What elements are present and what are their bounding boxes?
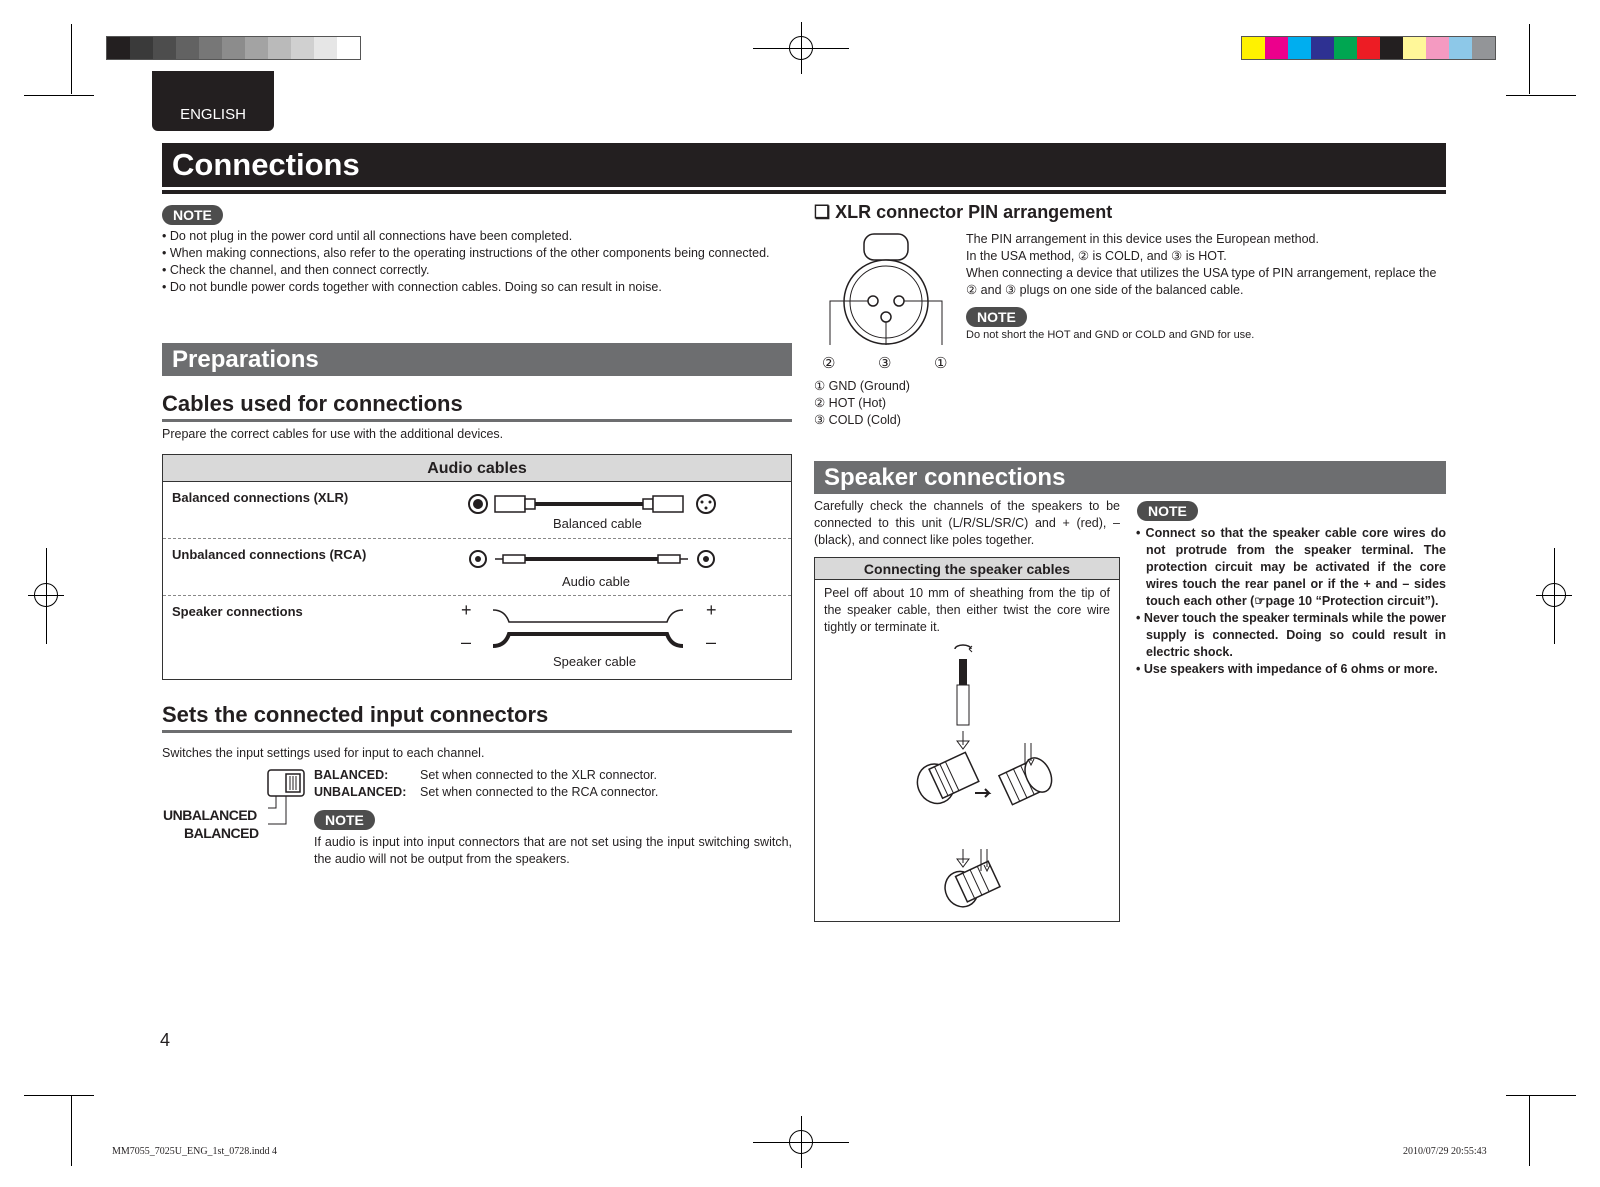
color-swatch	[153, 37, 176, 59]
list-item: • Do not plug in the power cord until all connections have been completed.	[162, 229, 573, 243]
color-swatch	[199, 37, 222, 59]
crop-mark	[1529, 24, 1530, 94]
color-swatch	[314, 37, 337, 59]
input-connectors-heading: Sets the connected input connectors	[162, 702, 792, 733]
speaker-intro: Carefully check the channels of the speakers to be connected to this unit (L/R/SL/SR/C) and + (red), – (black), and connect like poles together.	[814, 499, 1120, 547]
row-label: Unbalanced connections (RCA)	[172, 547, 367, 562]
section-heading-preparations: Preparations	[162, 343, 792, 376]
table-row	[163, 482, 791, 539]
title-underline	[162, 190, 1446, 194]
balanced-desc: Set when connected to the XLR connector.	[420, 768, 657, 782]
plus-sign: +	[461, 600, 472, 620]
color-swatch	[1334, 37, 1357, 59]
note-badge: NOTE	[314, 810, 375, 830]
color-swatch	[1403, 37, 1426, 59]
color-swatch	[1265, 37, 1288, 59]
speaker-cable-box	[814, 557, 1120, 922]
audio-cables-table	[162, 454, 792, 680]
language-tab	[152, 71, 274, 131]
page-number: 4	[160, 1030, 171, 1050]
language-tab-label: ENGLISH	[180, 106, 246, 123]
color-swatch	[337, 37, 360, 59]
unbalanced-setting	[314, 784, 794, 801]
process-color-bar	[1241, 36, 1496, 60]
crop-mark	[24, 95, 94, 96]
list-item: • Use speakers with impedance of 6 ohms or more.	[1136, 662, 1438, 676]
color-swatch	[130, 37, 153, 59]
unbalanced-desc: Set when connected to the RCA connector.	[420, 785, 659, 799]
pin-label: ①	[934, 355, 948, 372]
color-swatch	[1380, 37, 1403, 59]
note-badge: NOTE	[1137, 501, 1198, 521]
plus-sign: +	[706, 600, 717, 620]
cable-caption: Balanced cable	[553, 516, 642, 531]
box-text: Peel off about 10 mm of sheathing from the tip of the speaker cable, then either twist the core wire tightly or terminate it.	[824, 586, 1110, 634]
cables-heading: Cables used for connections	[162, 391, 792, 422]
input-switch-icon	[262, 768, 308, 828]
pin-label: ③	[878, 355, 892, 372]
balanced-term: BALANCED:	[314, 768, 389, 782]
speaker-cable-icon	[488, 606, 688, 650]
list-item: • Never touch the speaker terminals while the power supply is connected. Doing so could result in electric shock.	[1136, 611, 1446, 659]
note-badge: NOTE	[162, 205, 223, 225]
switch-label-balanced: BALANCED	[184, 825, 259, 841]
minus-sign: –	[706, 632, 717, 652]
color-swatch	[1242, 37, 1265, 59]
unbalanced-term: UNBALANCED:	[314, 785, 407, 799]
color-swatch	[222, 37, 245, 59]
grayscale-color-bar	[106, 36, 361, 60]
xlr-text: When connecting a device that utilizes the USA type of PIN arrangement, replace the ② and ③ plugs on one side of the balanced cable.	[966, 266, 1437, 297]
cable-caption: Speaker cable	[553, 654, 637, 669]
color-swatch	[1357, 37, 1380, 59]
row-label: Speaker connections	[172, 604, 303, 619]
balanced-setting	[314, 767, 794, 784]
input-connectors-intro: Switches the input settings used for input to each channel.	[162, 746, 485, 760]
minus-sign: –	[461, 632, 472, 652]
pin-label: ②	[822, 355, 836, 372]
switch-label-unbalanced: UNBALANCED	[163, 807, 257, 823]
top-notes-list	[162, 228, 792, 296]
crop-mark	[24, 1095, 94, 1096]
list-item: ① GND (Ground)	[814, 379, 910, 393]
list-item: • Check the channel, and then connect correctly.	[162, 263, 430, 277]
xlr-heading: ❏ XLR connector PIN arrangement	[814, 202, 1113, 222]
color-swatch	[1288, 37, 1311, 59]
table-row	[163, 596, 791, 676]
color-swatch	[1472, 37, 1495, 59]
footer-filename: MM7055_7025U_ENG_1st_0728.indd 4	[112, 1146, 278, 1157]
cables-intro: Prepare the correct cables for use with the additional devices.	[162, 427, 504, 441]
row-label: Balanced connections (XLR)	[172, 490, 349, 505]
table-row	[163, 539, 791, 596]
input-note-text: If audio is input into input connectors that are not set using the input switching switch, the audio will not be output from the speakers.	[314, 835, 792, 866]
color-swatch	[268, 37, 291, 59]
xlr-text: The PIN arrangement in this device uses the European method.	[966, 232, 1319, 246]
pin-legend	[814, 378, 910, 429]
color-swatch	[176, 37, 199, 59]
note-badge: NOTE	[966, 307, 1027, 327]
color-swatch	[1311, 37, 1334, 59]
table-header: Audio cables	[163, 455, 791, 482]
page-title: Connections	[162, 143, 1446, 187]
crop-mark	[71, 24, 72, 94]
color-swatch	[291, 37, 314, 59]
speaker-notes-list	[1136, 525, 1446, 678]
xlr-description	[966, 231, 1446, 299]
crop-mark	[71, 1096, 72, 1166]
list-item: • Connect so that the speaker cable core wires do not protrude from the speaker terminal. The protection circuit may be activated if the core wires touch the rear panel or if the + and – sides touch each other (☞page 10 “Protection circuit”).	[1136, 526, 1446, 608]
list-item: ② HOT (Hot)	[814, 396, 887, 410]
footer-timestamp: 2010/07/29 20:55:43	[1403, 1146, 1487, 1157]
balanced-cable-icon	[468, 492, 728, 516]
cable-caption: Audio cable	[562, 574, 630, 589]
color-swatch	[245, 37, 268, 59]
color-swatch	[107, 37, 130, 59]
audio-cable-icon	[468, 547, 728, 571]
speaker-wire-illustration	[885, 643, 1055, 913]
section-heading-speaker: Speaker connections	[814, 461, 1446, 494]
xlr-text: In the USA method, ② is COLD, and ③ is HOT.	[966, 249, 1227, 263]
box-title: Connecting the speaker cables	[815, 558, 1119, 580]
crop-mark	[1506, 95, 1576, 96]
list-item: • When making connections, also refer to the operating instructions of the other components being connected.	[162, 246, 770, 260]
list-item: ③ COLD (Cold)	[814, 413, 901, 427]
color-swatch	[1426, 37, 1449, 59]
crop-mark	[1506, 1095, 1576, 1096]
xlr-connector-diagram	[818, 232, 958, 360]
list-item: • Do not bundle power cords together with connection cables. Doing so can result in noise.	[162, 280, 662, 294]
xlr-note-text: Do not short the HOT and GND or COLD and GND for use.	[966, 329, 1255, 341]
color-swatch	[1449, 37, 1472, 59]
crop-mark	[1529, 1096, 1530, 1166]
